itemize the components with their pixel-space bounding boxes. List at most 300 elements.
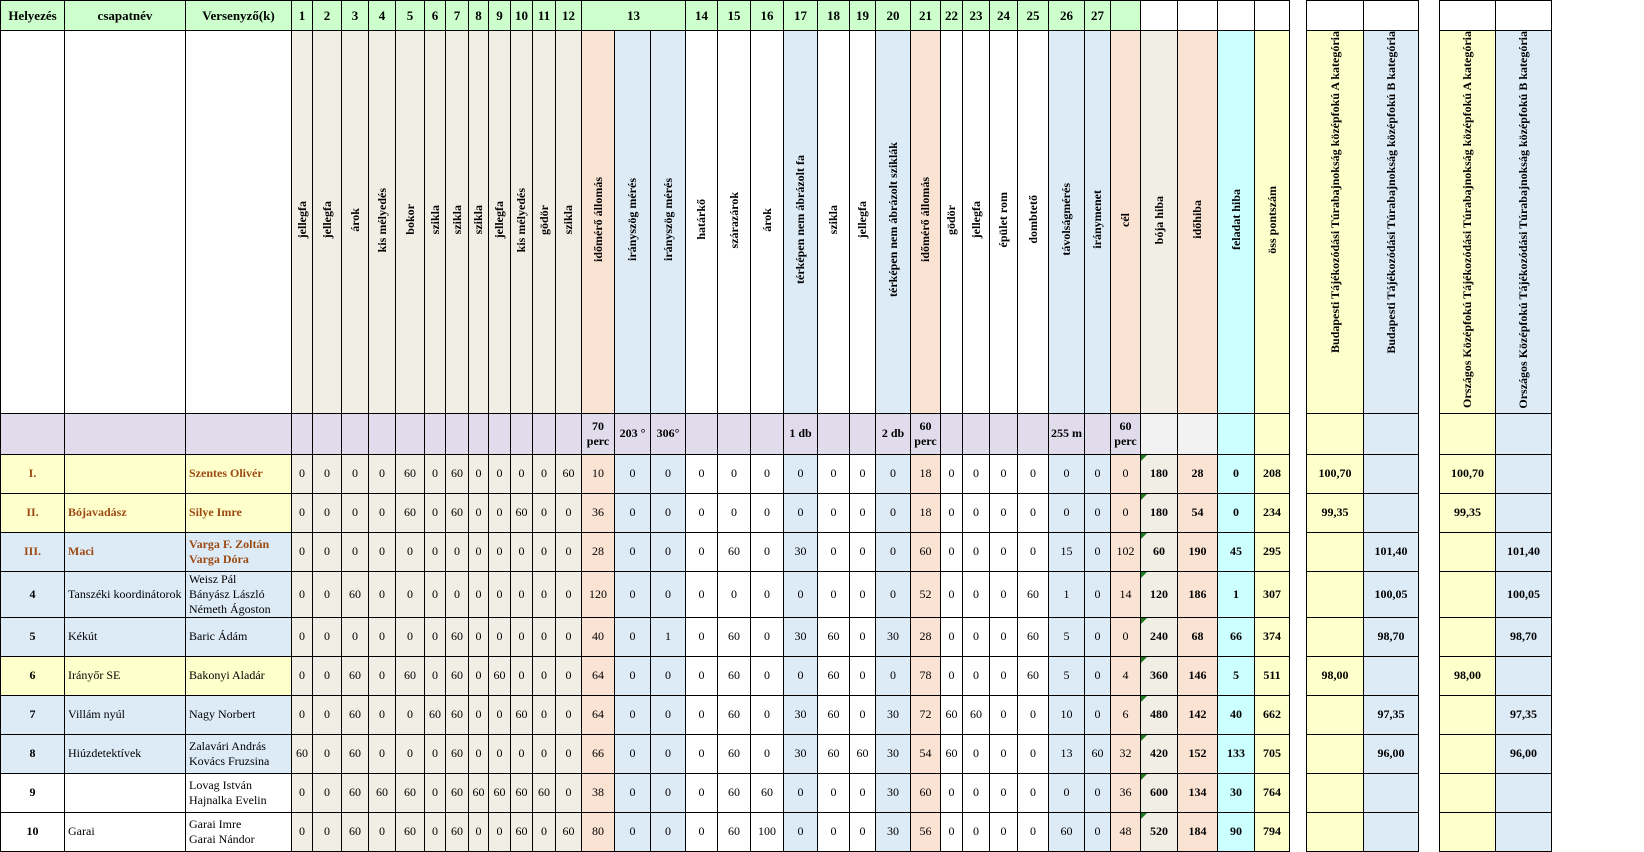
score-cell: 0 [511, 571, 533, 617]
checkpoint-number: 17 [784, 1, 818, 31]
vertical-label: feladat hiba [1228, 189, 1243, 251]
score-cell: 30 [876, 617, 911, 656]
vertical-label: gödör [536, 204, 551, 235]
score-cell: 0 [511, 617, 533, 656]
score-cell: 30 [784, 532, 818, 571]
spacer [1419, 695, 1440, 734]
column-header: Versenyző(k) [186, 1, 292, 31]
score-cell: 0 [556, 773, 582, 812]
score-cell: 0 [990, 812, 1018, 851]
checkpoint-number: 11 [533, 1, 556, 31]
task-value [1085, 413, 1111, 454]
score-cell: 0 [313, 734, 342, 773]
score-cell: 0 [469, 454, 489, 493]
score-cell: 0 [313, 454, 342, 493]
boja-cell: 180 [1141, 493, 1178, 532]
score-cell: 0 [686, 695, 718, 734]
score-cell: 0 [651, 656, 686, 695]
score-cell: 10 [1049, 695, 1085, 734]
score-cell: 0 [615, 571, 651, 617]
competitor-name: Kovács Fruzsina [189, 753, 270, 768]
score-cell: 36 [1111, 773, 1141, 812]
ido-cell: 190 [1178, 532, 1218, 571]
task-value: 203 ° [615, 413, 651, 454]
checkpoint-number: 14 [686, 1, 718, 31]
score-cell: 0 [615, 532, 651, 571]
vertical-label: szikla [449, 205, 464, 235]
task-value [446, 413, 469, 454]
score-cell: 0 [1018, 454, 1049, 493]
place-cell: 4 [1, 571, 65, 617]
score-cell: 0 [1085, 656, 1111, 695]
bp-b-cell: 98,70 [1364, 617, 1419, 656]
score-cell: 0 [818, 493, 850, 532]
competitor-name: Németh Ágoston [189, 601, 271, 616]
score-cell: 0 [941, 812, 963, 851]
score-cell: 0 [533, 571, 556, 617]
score-cell: 56 [911, 812, 941, 851]
score-cell: 72 [911, 695, 941, 734]
cell [1, 413, 65, 454]
score-cell: 0 [651, 493, 686, 532]
spacer [1419, 617, 1440, 656]
header-task-row [1, 413, 1552, 454]
cell [1496, 1, 1552, 31]
checkpoint-number: 13 [582, 1, 686, 31]
bp-a-cell: 100,70 [1307, 454, 1364, 493]
vertical-label: határkő [694, 199, 708, 241]
score-cell: 0 [990, 571, 1018, 617]
task-value: 1 db [784, 413, 818, 454]
boja-cell: 240 [1141, 617, 1178, 656]
object-name [396, 31, 425, 414]
feladat-cell: 30 [1218, 773, 1255, 812]
feladat-cell: 5 [1218, 656, 1255, 695]
score-cell: 0 [511, 532, 533, 571]
score-cell: 0 [533, 656, 556, 695]
checkpoint-number: 18 [818, 1, 850, 31]
score-cell: 0 [342, 617, 369, 656]
spacer [1290, 695, 1307, 734]
score-cell: 0 [369, 695, 396, 734]
boja-cell: 420 [1141, 734, 1178, 773]
score-cell: 0 [369, 571, 396, 617]
vertical-label: Országos Középfokú Tájékozódási Túrabajnokság középfokú A kategória [1460, 31, 1474, 408]
score-cell: 0 [342, 532, 369, 571]
task-value: 60 perc [1111, 413, 1141, 454]
score-cell: 13 [1049, 734, 1085, 773]
spacer [1419, 532, 1440, 571]
score-cell: 0 [1049, 454, 1085, 493]
object-name [718, 31, 751, 414]
score-cell: 0 [963, 493, 990, 532]
score-cell: 0 [751, 695, 784, 734]
score-cell: 30 [876, 773, 911, 812]
boja-cell: 600 [1141, 773, 1178, 812]
vertical-label: bója hiba [1151, 195, 1166, 244]
score-cell: 0 [313, 773, 342, 812]
score-cell: 0 [425, 571, 446, 617]
total-cell: 208 [1255, 454, 1290, 493]
score-cell: 0 [990, 695, 1018, 734]
summary-header [1178, 31, 1218, 414]
feladat-cell: 0 [1218, 493, 1255, 532]
cell [186, 31, 292, 414]
score-cell: 0 [686, 656, 718, 695]
vertical-label: térképen nem ábrázolt sziklák [885, 142, 900, 298]
score-cell: 0 [446, 571, 469, 617]
score-cell: 0 [615, 773, 651, 812]
score-cell: 0 [533, 532, 556, 571]
score-cell: 30 [876, 812, 911, 851]
score-cell: 30 [876, 734, 911, 773]
orsz-b-cell: 98,70 [1496, 617, 1552, 656]
total-cell: 511 [1255, 656, 1290, 695]
score-cell: 38 [582, 773, 615, 812]
score-cell: 0 [751, 617, 784, 656]
competitor-name: Nagy Norbert [189, 707, 256, 722]
orsz-b-cell [1496, 656, 1552, 695]
score-cell: 30 [784, 617, 818, 656]
score-cell: 0 [342, 493, 369, 532]
score-cell: 0 [369, 812, 396, 851]
feladat-cell: 90 [1218, 812, 1255, 851]
score-cell: 0 [751, 532, 784, 571]
column-header: Helyezés [1, 1, 65, 31]
score-cell: 78 [911, 656, 941, 695]
table-row [1, 571, 1552, 617]
task-value [533, 413, 556, 454]
team-cell: Villám nyúl [65, 695, 186, 734]
score-cell: 60 [511, 812, 533, 851]
vertical-label: kis mélyedés [514, 187, 528, 252]
checkpoint-number: 2 [313, 1, 342, 31]
vertical-label: kis mélyedés [374, 187, 389, 252]
vertical-label: szikla [471, 205, 485, 235]
place-cell: 5 [1, 617, 65, 656]
orsz-a-cell: 99,35 [1440, 493, 1496, 532]
score-cell: 0 [1085, 695, 1111, 734]
object-name [369, 31, 396, 414]
boja-cell: 480 [1141, 695, 1178, 734]
spacer [1290, 656, 1307, 695]
header-number-row [1, 1, 1552, 31]
vertical-label: épület rom [996, 192, 1010, 248]
place-cell: III. [1, 532, 65, 571]
place-cell: 7 [1, 695, 65, 734]
cell [1111, 1, 1141, 31]
score-cell: 0 [686, 773, 718, 812]
object-name [850, 31, 876, 414]
score-cell: 0 [615, 656, 651, 695]
bp-b-cell [1364, 773, 1419, 812]
score-cell: 0 [651, 454, 686, 493]
score-cell: 0 [313, 812, 342, 851]
score-cell: 0 [876, 532, 911, 571]
score-cell: 0 [533, 617, 556, 656]
score-cell: 0 [369, 734, 396, 773]
place-cell: I. [1, 454, 65, 493]
task-value [1018, 413, 1049, 454]
score-cell: 0 [686, 617, 718, 656]
score-cell: 60 [425, 695, 446, 734]
score-cell: 60 [446, 695, 469, 734]
score-cell: 60 [818, 617, 850, 656]
object-name [342, 31, 369, 414]
ido-cell: 28 [1178, 454, 1218, 493]
score-cell: 0 [396, 571, 425, 617]
task-value [850, 413, 876, 454]
place-cell: 6 [1, 656, 65, 695]
orsz-b-cell: 96,00 [1496, 734, 1552, 773]
task-value [718, 413, 751, 454]
score-cell: 60 [446, 493, 469, 532]
score-cell: 60 [850, 734, 876, 773]
object-name [784, 31, 818, 414]
checkpoint-number: 21 [911, 1, 941, 31]
object-name [990, 31, 1018, 414]
vertical-label: árok [759, 207, 774, 232]
ido-cell: 184 [1178, 812, 1218, 851]
competitor-name: Lovag István [189, 777, 252, 792]
score-cell: 0 [1111, 493, 1141, 532]
spacer [1419, 31, 1440, 414]
score-cell: 60 [396, 812, 425, 851]
place-cell: 10 [1, 812, 65, 851]
score-cell: 60 [511, 493, 533, 532]
spacer [1419, 454, 1440, 493]
competitor-name: Bányász László [189, 586, 265, 601]
score-cell: 0 [1018, 773, 1049, 812]
score-cell: 1 [651, 617, 686, 656]
score-cell: 0 [469, 695, 489, 734]
feladat-cell: 66 [1218, 617, 1255, 656]
total-cell: 662 [1255, 695, 1290, 734]
score-cell: 48 [1111, 812, 1141, 851]
team-cell: Hiúzdetektívek [65, 734, 186, 773]
score-cell: 60 [342, 734, 369, 773]
checkpoint-number: 4 [369, 1, 396, 31]
score-cell: 60 [342, 571, 369, 617]
score-cell: 0 [1085, 532, 1111, 571]
object-name [533, 31, 556, 414]
checkpoint-number: 25 [1018, 1, 1049, 31]
score-cell: 0 [818, 812, 850, 851]
score-cell: 0 [1085, 812, 1111, 851]
score-cell: 0 [1085, 493, 1111, 532]
score-cell: 60 [818, 656, 850, 695]
score-cell: 60 [911, 773, 941, 812]
score-cell: 0 [651, 571, 686, 617]
boja-cell: 360 [1141, 656, 1178, 695]
score-cell: 0 [850, 571, 876, 617]
score-cell: 60 [1018, 571, 1049, 617]
place-cell: 9 [1, 773, 65, 812]
bp-b-cell: 100,05 [1364, 571, 1419, 617]
score-cell: 60 [1085, 734, 1111, 773]
score-cell: 60 [818, 734, 850, 773]
task-value [963, 413, 990, 454]
score-cell: 0 [651, 812, 686, 851]
score-cell: 60 [396, 773, 425, 812]
spacer [1419, 571, 1440, 617]
score-cell: 60 [446, 454, 469, 493]
task-value [292, 413, 313, 454]
score-cell: 0 [533, 734, 556, 773]
object-name [651, 31, 686, 414]
score-cell: 0 [292, 773, 313, 812]
cell [1218, 413, 1255, 454]
vertical-label: Budapesti Tájékozódási Túrabajnokság középfokú A kategória [1327, 31, 1342, 353]
score-cell: 60 [489, 773, 511, 812]
score-cell: 0 [313, 532, 342, 571]
feladat-cell: 40 [1218, 695, 1255, 734]
score-cell: 0 [686, 571, 718, 617]
score-cell: 0 [651, 773, 686, 812]
competitor-name: Silye Imre [189, 505, 242, 520]
vertical-label: időmérő állomás [918, 177, 932, 263]
cell [1255, 1, 1290, 31]
score-cell: 0 [686, 734, 718, 773]
score-cell: 60 [369, 773, 396, 812]
score-cell: 52 [911, 571, 941, 617]
spacer [1290, 413, 1307, 454]
orsz-b-cell [1496, 773, 1552, 812]
score-cell: 0 [818, 571, 850, 617]
score-cell: 0 [615, 454, 651, 493]
score-cell: 0 [292, 812, 313, 851]
score-cell: 60 [963, 695, 990, 734]
score-cell: 0 [425, 773, 446, 812]
score-cell: 0 [292, 617, 313, 656]
score-cell: 0 [615, 812, 651, 851]
score-cell: 0 [489, 454, 511, 493]
table-row [1, 773, 1552, 812]
score-cell: 0 [425, 532, 446, 571]
orsz-a-cell [1440, 571, 1496, 617]
cell [1440, 413, 1496, 454]
team-cell: Bójavadász [65, 493, 186, 532]
score-cell: 0 [990, 532, 1018, 571]
score-cell: 0 [751, 734, 784, 773]
competitor-cell [186, 656, 292, 695]
cell [65, 31, 186, 414]
score-cell: 0 [784, 571, 818, 617]
score-cell: 60 [718, 695, 751, 734]
score-cell: 0 [313, 617, 342, 656]
score-cell: 0 [818, 454, 850, 493]
bp-b-cell [1364, 493, 1419, 532]
score-cell: 0 [292, 493, 313, 532]
table-row [1, 493, 1552, 532]
score-cell: 64 [582, 656, 615, 695]
score-cell: 0 [533, 695, 556, 734]
total-cell: 374 [1255, 617, 1290, 656]
task-value [342, 413, 369, 454]
vertical-label: szikla [427, 205, 442, 235]
score-cell: 0 [292, 656, 313, 695]
checkpoint-number: 6 [425, 1, 446, 31]
spacer [1419, 1, 1440, 31]
vertical-label: Országos Középfokú Tájékozódási Túrabajnokság középfokú B kategória [1516, 31, 1530, 409]
object-name [425, 31, 446, 414]
object-name [686, 31, 718, 414]
spacer [1290, 773, 1307, 812]
competitor-cell [186, 617, 292, 656]
score-cell: 0 [990, 617, 1018, 656]
score-cell: 15 [1049, 532, 1085, 571]
score-cell: 60 [396, 454, 425, 493]
object-name [615, 31, 651, 414]
score-cell: 0 [292, 454, 313, 493]
score-cell: 0 [425, 493, 446, 532]
bp-a-cell: 98,00 [1307, 656, 1364, 695]
vertical-label: cél [1118, 212, 1132, 227]
score-cell: 0 [511, 734, 533, 773]
task-value [425, 413, 446, 454]
score-cell: 0 [1018, 734, 1049, 773]
score-cell: 60 [718, 617, 751, 656]
score-cell: 0 [876, 571, 911, 617]
table-row [1, 454, 1552, 493]
checkpoint-number: 1 [292, 1, 313, 31]
score-cell: 0 [556, 493, 582, 532]
score-cell: 0 [990, 734, 1018, 773]
vertical-label: gödör [944, 204, 958, 235]
task-value [941, 413, 963, 454]
cell [1178, 1, 1218, 31]
task-value [818, 413, 850, 454]
feladat-cell: 45 [1218, 532, 1255, 571]
score-cell: 0 [369, 532, 396, 571]
ido-cell: 54 [1178, 493, 1218, 532]
cell [1141, 1, 1178, 31]
score-cell: 60 [911, 532, 941, 571]
object-name [446, 31, 469, 414]
score-cell: 0 [876, 493, 911, 532]
column-header: csapatnév [65, 1, 186, 31]
score-cell: 0 [651, 734, 686, 773]
cell [1496, 413, 1552, 454]
object-name [941, 31, 963, 414]
score-cell: 0 [941, 656, 963, 695]
bp-a-cell [1307, 773, 1364, 812]
bp-a-cell [1307, 695, 1364, 734]
score-cell: 60 [446, 773, 469, 812]
task-value [469, 413, 489, 454]
score-cell: 6 [1111, 695, 1141, 734]
vertical-label: Budapesti Tájékozódási Túrabajnokság középfokú B kategória [1383, 31, 1398, 354]
score-cell: 0 [489, 617, 511, 656]
score-cell: 0 [1018, 695, 1049, 734]
score-cell: 0 [469, 532, 489, 571]
object-name [1049, 31, 1085, 414]
object-name [313, 31, 342, 414]
score-cell: 0 [850, 656, 876, 695]
score-cell: 100 [751, 812, 784, 851]
bp-b-cell: 97,35 [1364, 695, 1419, 734]
task-value [686, 413, 718, 454]
checkpoint-number: 20 [876, 1, 911, 31]
table-row [1, 734, 1552, 773]
score-cell: 0 [369, 656, 396, 695]
score-cell: 0 [686, 493, 718, 532]
score-cell: 0 [313, 493, 342, 532]
score-cell: 0 [615, 493, 651, 532]
score-cell: 60 [718, 734, 751, 773]
task-value [369, 413, 396, 454]
score-cell: 0 [784, 454, 818, 493]
